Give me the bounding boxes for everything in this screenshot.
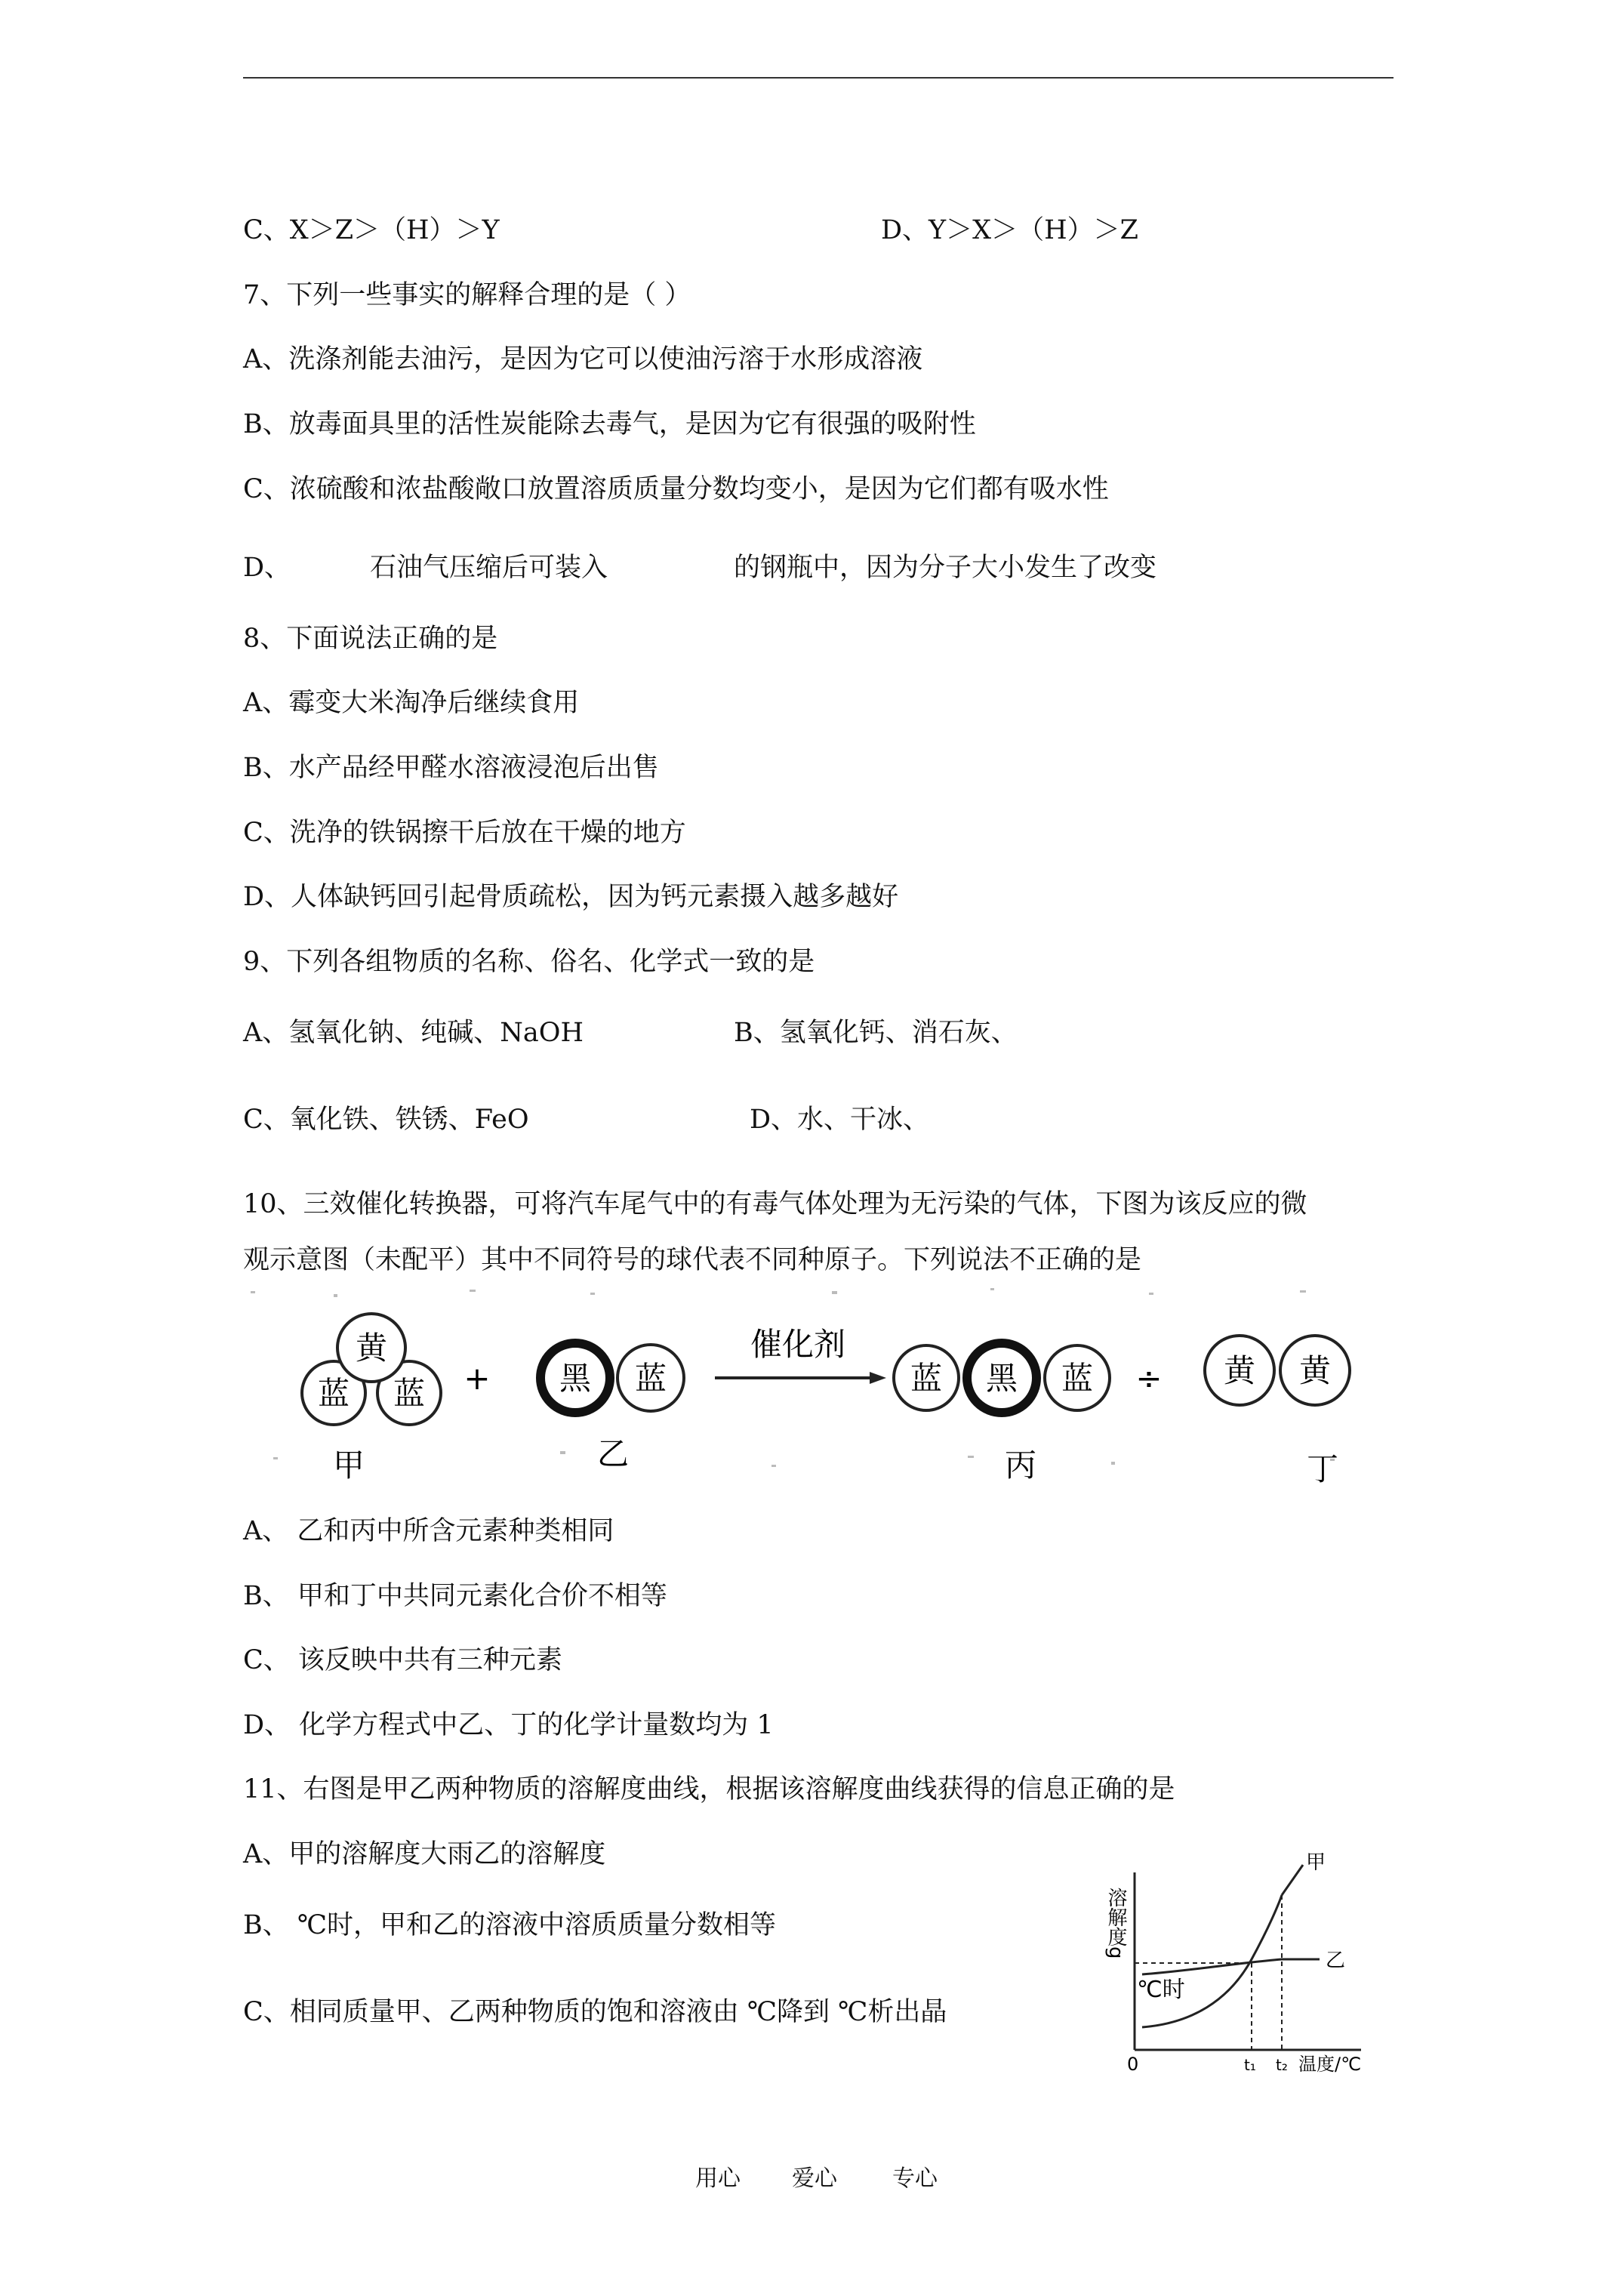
q6-option-c: C、X＞Z＞（H）＞Y [243,215,500,245]
t1-label: t₁ [1244,2056,1256,2074]
label-bing: 丙 [1004,1447,1037,1484]
header-rule [243,77,1394,79]
y-axis-extra: ℃时 [1137,1977,1185,2003]
atom-blue-label: 蓝 [634,1360,667,1397]
q7-stem: 7、下列一些事实的解释合理的是（ ） [243,280,691,310]
plus-sign: + [463,1360,491,1397]
atom-yellow-label: 黄 [1223,1352,1256,1389]
q8-option-a: A、霉变大米淘净后继续食用 [243,688,580,718]
label-jia: 甲 [332,1447,365,1484]
q8-stem: 8、下面说法正确的是 [243,624,498,654]
arrow-head [870,1372,886,1384]
atom-blue-label: 蓝 [910,1360,943,1397]
q7-option-d-part1: 石油气压缩后可装入 [370,553,608,583]
q9-stem: 9、下列各组物质的名称、俗名、化学式一致的是 [243,947,815,977]
curve-yi-label: 乙 [1326,1949,1346,1972]
q10-option-d: D、 化学方程式中乙、丁的化学计量数均为 1 [243,1710,774,1740]
atom-yellow-label: 黄 [1298,1352,1332,1389]
q7-option-c: C、浓硫酸和浓盐酸敞口放置溶质质量分数均变小，是因为它们都有吸水性 [243,474,1109,504]
solubility-graph [1101,1850,1372,2076]
molecule-bing [894,1343,1110,1413]
q10-stem-line2: 观示意图（未配平）其中不同符号的球代表不同种原子。下列说法不正确的是 [243,1245,1142,1275]
curve-yi [1142,1959,1320,1974]
label-yi: 乙 [596,1435,630,1472]
molecule-ding [1205,1336,1350,1405]
q8-option-b: B、水产品经甲醛水溶液浸泡后出售 [243,753,659,783]
footer-text-1: 用心 [695,2165,741,2192]
molecule-yi [540,1343,684,1413]
atom-black-label: 黑 [985,1360,1018,1397]
q11-option-b: B、 ℃时，甲和乙的溶液中溶质质量分数相等 [243,1910,777,1940]
q6-option-d: D、Y＞X＞（H）＞Z [881,215,1138,245]
q7-option-a: A、洗涤剂能去油污，是因为它可以使油污溶于水形成溶液 [243,344,923,374]
reaction-diagram [243,1284,1394,1487]
label-ding: 丁 [1306,1450,1339,1487]
q7-option-d-label: D、 [243,553,291,583]
plus-sign-2: ÷ [1135,1360,1163,1397]
footer-text-2: 爱心 [792,2165,837,2192]
q9-option-d: D、水、干冰、 [750,1105,930,1135]
atom-blue-label: 蓝 [317,1375,350,1412]
q8-option-d: D、人体缺钙回引起骨质疏松，因为钙元素摄入越多越好 [243,882,899,912]
q10-stem-line1: 10、三效催化转换器，可将汽车尾气中的有毒气体处理为无污染的气体，下图为该反应的微 [243,1189,1307,1219]
atom-black-label: 黑 [559,1360,592,1397]
atom-blue-label: 蓝 [1061,1360,1094,1397]
t2-label: t₂ [1276,2056,1288,2074]
q11-stem: 11、右图是甲乙两种物质的溶解度曲线，根据该溶解度曲线获得的信息正确的是 [243,1774,1175,1804]
q9-option-a: A、氢氧化钠、纯碱、NaOH [243,1018,584,1048]
q7-option-b: B、放毒面具里的活性炭能除去毒气，是因为它有很强的吸附性 [243,409,976,439]
x-axis-label: 温度/℃ [1298,2054,1362,2075]
q9-option-c: C、氧化铁、铁锈、FeO [243,1105,529,1135]
curve-jia-tail [1282,1865,1303,1895]
q8-option-c: C、洗净的铁锅擦干后放在干燥的地方 [243,818,686,848]
q10-option-a: A、 乙和丙中所含元素种类相同 [243,1516,614,1546]
q11-option-c: C、相同质量甲、乙两种物质的饱和溶液由 ℃降到 ℃析出晶 [243,1997,947,2027]
atom-yellow-label: 黄 [355,1330,388,1367]
curve-jia-label: 甲 [1306,1851,1326,1874]
atom-blue-label: 蓝 [393,1375,426,1412]
q9-option-b: B、氢氧化钙、消石灰、 [734,1018,1018,1048]
y-axis-label: 溶解度g [1104,1888,1127,1959]
q10-option-b: B、 甲和丁中共同元素化合价不相等 [243,1581,667,1611]
q7-option-d-part2: 的钢瓶中，因为分子大小发生了改变 [734,553,1157,583]
footer-text-3: 专心 [892,2165,938,2192]
catalyst-label: 催化剂 [750,1326,846,1363]
q10-option-c: C、 该反映中共有三种元素 [243,1645,562,1675]
q11-option-a: A、甲的溶解度大雨乙的溶解度 [243,1839,606,1869]
molecule-jia [302,1314,441,1425]
origin-label: 0 [1127,2054,1139,2075]
